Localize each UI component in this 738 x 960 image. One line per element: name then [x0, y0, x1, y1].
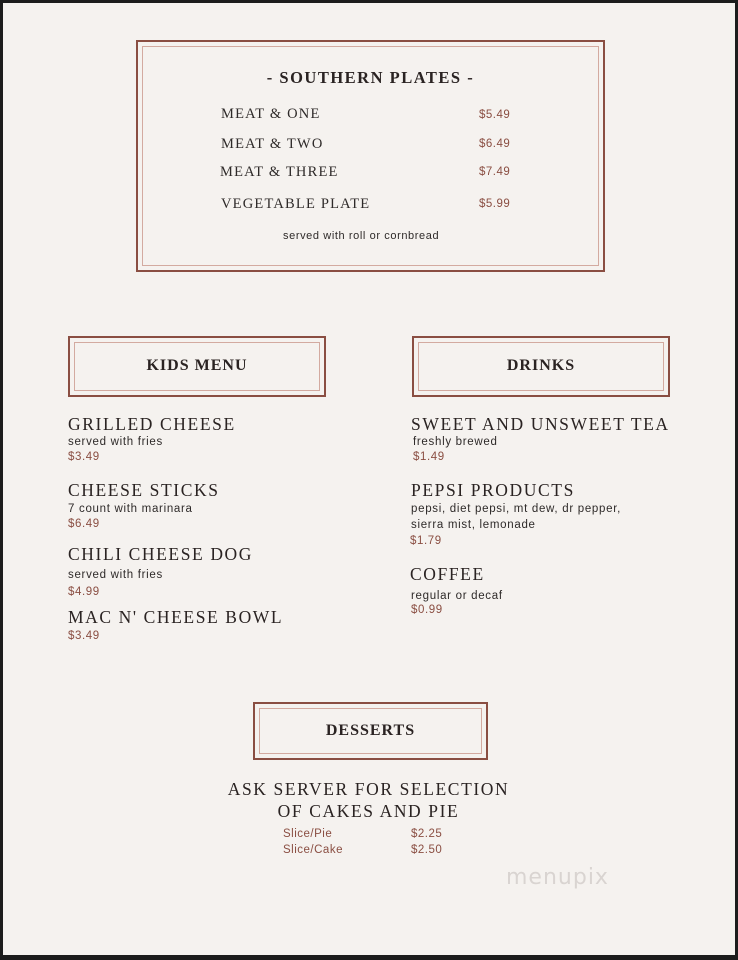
- kids-price-chili-cheese-dog: $4.99: [68, 586, 100, 598]
- sp-item-meat-two: MEAT & TWO: [221, 136, 324, 152]
- dessert-price-slice-pie: $2.25: [411, 828, 443, 840]
- drinks-price-coffee: $0.99: [411, 604, 443, 616]
- dessert-price-slice-cake: $2.50: [411, 844, 443, 856]
- kids-item-cheese-sticks: CHEESE STICKS: [68, 480, 220, 500]
- kids-item-grilled-cheese: GRILLED CHEESE: [68, 414, 236, 434]
- desserts-line-2: OF CAKES AND PIE: [277, 801, 460, 821]
- drinks-desc-coffee: regular or decaf: [411, 590, 503, 602]
- southern-plates-note: served with roll or cornbread: [283, 230, 440, 242]
- drinks-frame: [412, 336, 670, 397]
- drinks-item-tea: SWEET AND UNSWEET TEA: [411, 414, 670, 434]
- kids-desc-cheese-sticks: 7 count with marinara: [68, 503, 193, 515]
- drinks-desc-pepsi-line2: sierra mist, lemonade: [411, 519, 536, 531]
- menu-page: [3, 3, 735, 955]
- kids-price-grilled-cheese: $3.49: [68, 451, 100, 463]
- southern-plates-title: - SOUTHERN PLATES -: [266, 68, 475, 87]
- kids-desc-grilled-cheese: served with fries: [68, 436, 163, 448]
- kids-price-cheese-sticks: $6.49: [68, 518, 100, 530]
- desserts-frame: [253, 702, 488, 760]
- dessert-item-slice-cake: Slice/Cake: [283, 844, 343, 856]
- drinks-desc-tea: freshly brewed: [413, 436, 498, 448]
- drinks-price-tea: $1.49: [413, 451, 445, 463]
- drinks-title: DRINKS: [506, 357, 576, 374]
- desserts-line-1: ASK SERVER FOR SELECTION: [227, 779, 510, 799]
- kids-item-mac-cheese-bowl: MAC N' CHEESE BOWL: [68, 607, 284, 627]
- sp-price-meat-one: $5.49: [479, 109, 511, 121]
- sp-price-meat-two: $6.49: [479, 138, 511, 150]
- drinks-item-coffee: COFFEE: [410, 564, 485, 584]
- desserts-title: DESSERTS: [325, 722, 416, 739]
- watermark-logo: menupix: [506, 865, 609, 890]
- sp-item-meat-three: MEAT & THREE: [220, 164, 339, 180]
- kids-menu-frame: [68, 336, 326, 397]
- drinks-item-pepsi: PEPSI PRODUCTS: [411, 480, 575, 500]
- kids-item-chili-cheese-dog: CHILI CHEESE DOG: [68, 544, 254, 564]
- drinks-price-pepsi: $1.79: [410, 535, 442, 547]
- sp-item-meat-one: MEAT & ONE: [221, 106, 321, 122]
- sp-price-meat-three: $7.49: [479, 166, 511, 178]
- kids-menu-title: KIDS MENU: [146, 357, 248, 374]
- kids-price-mac-cheese-bowl: $3.49: [68, 630, 100, 642]
- drinks-desc-pepsi-line1: pepsi, diet pepsi, mt dew, dr pepper,: [411, 503, 622, 515]
- sp-price-vegetable-plate: $5.99: [479, 198, 511, 210]
- kids-desc-chili-cheese-dog: served with fries: [68, 569, 163, 581]
- dessert-item-slice-pie: Slice/Pie: [283, 828, 333, 840]
- sp-item-vegetable-plate: VEGETABLE PLATE: [221, 196, 371, 212]
